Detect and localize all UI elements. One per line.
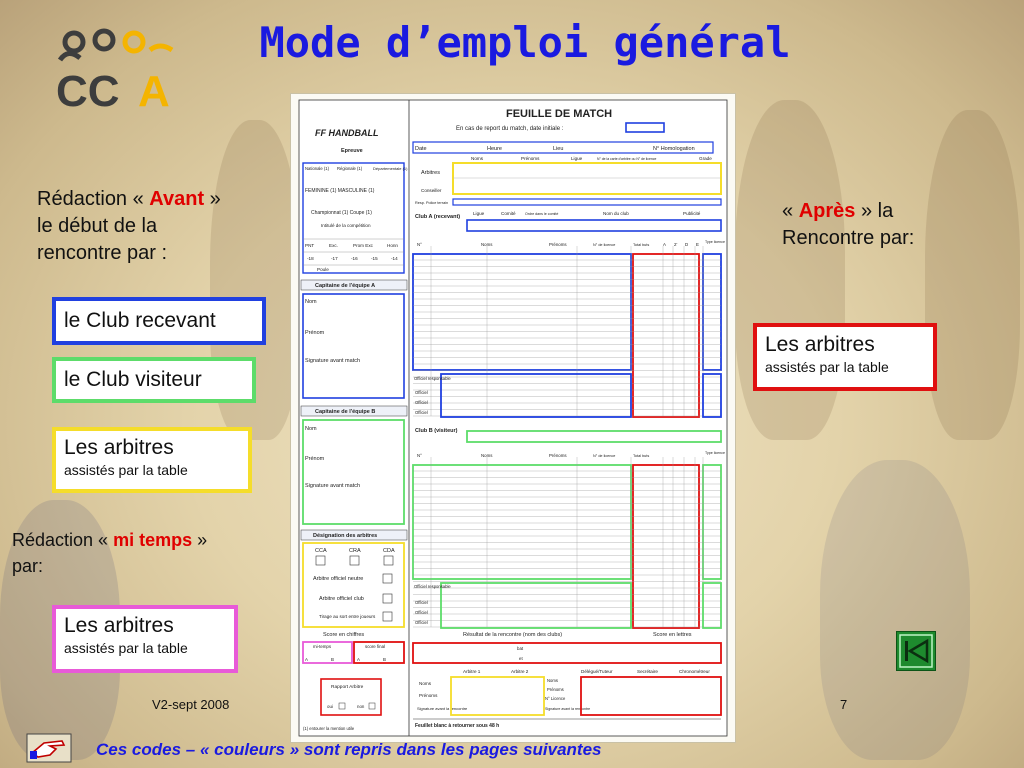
gender-line: FEMININE (1) MASCULINE (1) (305, 188, 375, 194)
off-a-1: Officiel (415, 390, 428, 395)
mitemps-keyword: mi temps (113, 530, 193, 550)
col-prenoms: Prénoms (521, 156, 540, 161)
off-a-3: Officiel (415, 410, 428, 415)
resultat: Résultat de la rencontre (nom des clubs) (463, 632, 563, 638)
avant-keyword: Avant (149, 188, 205, 210)
level-3: Départementale (1) (373, 166, 408, 171)
entourer: (1) entourer la mention utile (303, 726, 355, 731)
pl-col-e: E (696, 242, 699, 247)
bot-delegue: Délégué/Tuteur (581, 669, 613, 674)
page-title: Mode d’emploi général (259, 18, 791, 67)
arbitres-mitemps-sub: assistés par la table (64, 640, 188, 656)
pl-col-licence: N° de licence (593, 243, 616, 247)
intitule-line: Intitulé de la compétition (321, 223, 371, 228)
lic-prenoms: Prénoms (547, 687, 564, 692)
plb-col-n: N° (417, 453, 422, 458)
bot-noms: Noms (419, 681, 431, 686)
conseiller-label: Conseiller (421, 188, 442, 193)
cap-b-signature: Signature avant match (305, 483, 361, 489)
off-b-1: Officiel (415, 600, 428, 605)
col-grade: Grade (699, 156, 712, 161)
score-lettres: Score en lettres (653, 632, 692, 638)
background-player (925, 110, 1020, 440)
club-recevant-label: le Club recevant (64, 309, 216, 332)
mitemps-instruction (12, 527, 282, 579)
sheet-epreuve: Epreuve (341, 148, 363, 154)
plb-col-noms: Noms (481, 453, 493, 458)
arbitres-avant-box (52, 427, 252, 493)
avant-suffix: » (204, 188, 221, 210)
club-col-ligue: Ligue (473, 211, 485, 216)
page-number: 7 (840, 697, 848, 712)
club-b-label: Club B (visiteur) (415, 428, 458, 434)
off-b-3: Officiel (415, 620, 428, 625)
capitaine-a: Capitaine de l'équipe A (315, 283, 376, 289)
cap-a-signature: Signature avant match (305, 358, 361, 364)
mitemps-label: mi-temps (313, 644, 332, 649)
age-0: PNT (305, 243, 315, 248)
final-b: B (383, 657, 386, 662)
sheet-report-line: En cas de report du match, date initiale : (456, 126, 564, 132)
arbitres-mitemps-title: Les arbitres (64, 614, 174, 637)
sheet-logo: FF HANDBALL (315, 128, 379, 138)
club-col-pub: Publicité (683, 211, 701, 216)
club-recevant-box (52, 297, 266, 345)
level-2: Régionale (1) (337, 166, 363, 171)
pl-col-noms: Noms (481, 242, 493, 247)
mitemps-a: A (305, 657, 308, 662)
date-label: Date (415, 146, 427, 152)
off-a-2: Officiel (415, 400, 428, 405)
mitemps-line2: par: (12, 556, 44, 576)
pl-col-d: D (685, 242, 689, 247)
avant-prefix: Rédaction « (37, 188, 150, 210)
bat-label: bat (517, 646, 524, 651)
pl-col-n: N° (417, 242, 422, 247)
arbitre-neutre: Arbitre officiel neutre (313, 576, 364, 582)
colour-codes-note: Ces codes – « couleurs » sont repris dans les pages suivantes (96, 740, 602, 759)
club-visiteur-box (52, 357, 256, 403)
off-resp-b: Officiel responsable (414, 584, 451, 589)
oui-label: oui (327, 704, 333, 709)
mitemps-prefix: Rédaction « (12, 530, 114, 550)
score-chiffres: Score en chiffres (323, 632, 365, 638)
cap-b-nom: Nom (305, 426, 317, 432)
off-resp-a: Officiel responsable (414, 376, 451, 381)
feuillet: Feuillet blanc à retourner sous 48 h (415, 723, 500, 729)
cca-label: CCA (315, 548, 327, 554)
pl-col-a: A (663, 242, 666, 247)
heure-label: Heure (487, 146, 502, 152)
tirage: Tirage au sort entre joueurs (319, 614, 376, 619)
champ-line: Championnat (1) Coupe (1) (311, 210, 372, 216)
score-final-label: score final (365, 644, 386, 649)
plb-col-type: Type licence (705, 451, 725, 455)
age-1: Exc. (329, 243, 338, 248)
pl-col-buts: Total buts (633, 243, 650, 247)
lic-signature: Signature avant la rencontre (545, 707, 591, 711)
pl-col-type: Type licence (705, 240, 725, 244)
club-col-ordre: Ordre dans le comité (525, 212, 559, 216)
match-sheet (290, 93, 736, 743)
lic-noms: Noms (547, 678, 558, 683)
arbitres-avant-sub: assistés par la table (64, 462, 188, 478)
non-label: non (357, 704, 365, 709)
mitemps-suffix: » (192, 530, 208, 550)
bot-prenoms: Prénoms (419, 693, 438, 698)
pl-col-2: 2' (674, 242, 678, 247)
bot-secretaire: Secrétaire (637, 669, 658, 674)
arbitres-mitemps-box (52, 605, 238, 673)
logo-text-a: A (138, 67, 170, 115)
age-3: Honn (387, 243, 398, 248)
arbitres-avant-title: Les arbitres (64, 436, 174, 459)
resp-label: Resp. Police terrain (415, 201, 449, 205)
lic-licence: N° Licence (545, 696, 566, 701)
nav-first-button[interactable] (896, 631, 936, 671)
apres-prefix: « (782, 200, 799, 222)
club-visiteur-label: le Club visiteur (64, 368, 202, 391)
avant-line3: rencontre par : (37, 242, 168, 264)
avant-line2: le début de la (37, 215, 158, 237)
et-label: et (519, 656, 523, 661)
bot-signature: Signature avant la rencontre (417, 706, 468, 711)
arbitres-label: Arbitres (421, 170, 440, 176)
hand-pointing-icon (26, 733, 72, 763)
background-player (820, 460, 970, 760)
level-1: Nationale (1) (305, 166, 329, 171)
mitemps-b: B (331, 657, 334, 662)
version-label: V2-sept 2008 (152, 697, 230, 712)
age-2: Prom Exc (353, 243, 373, 248)
bot-arb1: Arbitre 1 (463, 669, 481, 674)
arbitre-club: Arbitre officiel club (319, 596, 364, 602)
age-7: -15 (371, 256, 378, 261)
cra-label: CRA (349, 548, 361, 554)
plb-col-licence: N° de licence (593, 454, 616, 458)
avant-instruction (37, 186, 287, 267)
col-carte: N° de la carte d'arbitre ou N° de licence (597, 157, 657, 161)
pl-col-prenoms: Prénoms (549, 242, 567, 247)
arbitres-apres-sub: assistés par la table (765, 359, 889, 375)
bot-chrono: Chronométreur (679, 669, 710, 674)
club-col-comite: Comité (501, 211, 516, 216)
sheet-header: FEUILLE DE MATCH (506, 108, 613, 120)
club-a-label: Club A (recevant) (415, 214, 461, 220)
cap-a-prenom: Prénom (305, 330, 325, 336)
apres-line2: Rencontre par: (782, 227, 915, 249)
cap-b-prenom: Prénom (305, 456, 325, 462)
bot-arb2: Arbitre 2 (511, 669, 529, 674)
nav-first-icon (897, 632, 935, 670)
cap-a-nom: Nom (305, 299, 317, 305)
club-col-nom: Nom du club (603, 211, 629, 216)
cda-label: CDA (383, 548, 395, 554)
age-6: -16 (351, 256, 358, 261)
age-9: Poule (317, 267, 329, 272)
col-ligue: Ligue (571, 156, 583, 161)
designation: Désignation des arbitres (313, 533, 378, 539)
off-b-2: Officiel (415, 610, 428, 615)
plb-col-prenoms: Prénoms (549, 453, 567, 458)
club-logo (50, 20, 180, 115)
apres-suffix: » la (855, 200, 894, 222)
arbitres-apres-box (753, 323, 937, 391)
homologation-label: N° Homologation (653, 146, 695, 152)
capitaine-b: Capitaine de l'équipe B (315, 409, 376, 415)
arbitres-apres-title: Les arbitres (765, 333, 875, 356)
apres-keyword: Après (798, 200, 856, 222)
age-8: -14 (391, 256, 398, 261)
final-a: A (357, 657, 360, 662)
age-5: -17 (331, 256, 338, 261)
lieu-label: Lieu (553, 146, 564, 152)
svg-text:CC: CC (56, 67, 120, 115)
rapport-label: Rapport Arbitre (331, 685, 364, 690)
plb-col-buts: Total buts (633, 454, 650, 458)
age-4: -18 (307, 256, 314, 261)
apres-instruction (782, 198, 982, 252)
col-noms: Noms (471, 156, 483, 161)
